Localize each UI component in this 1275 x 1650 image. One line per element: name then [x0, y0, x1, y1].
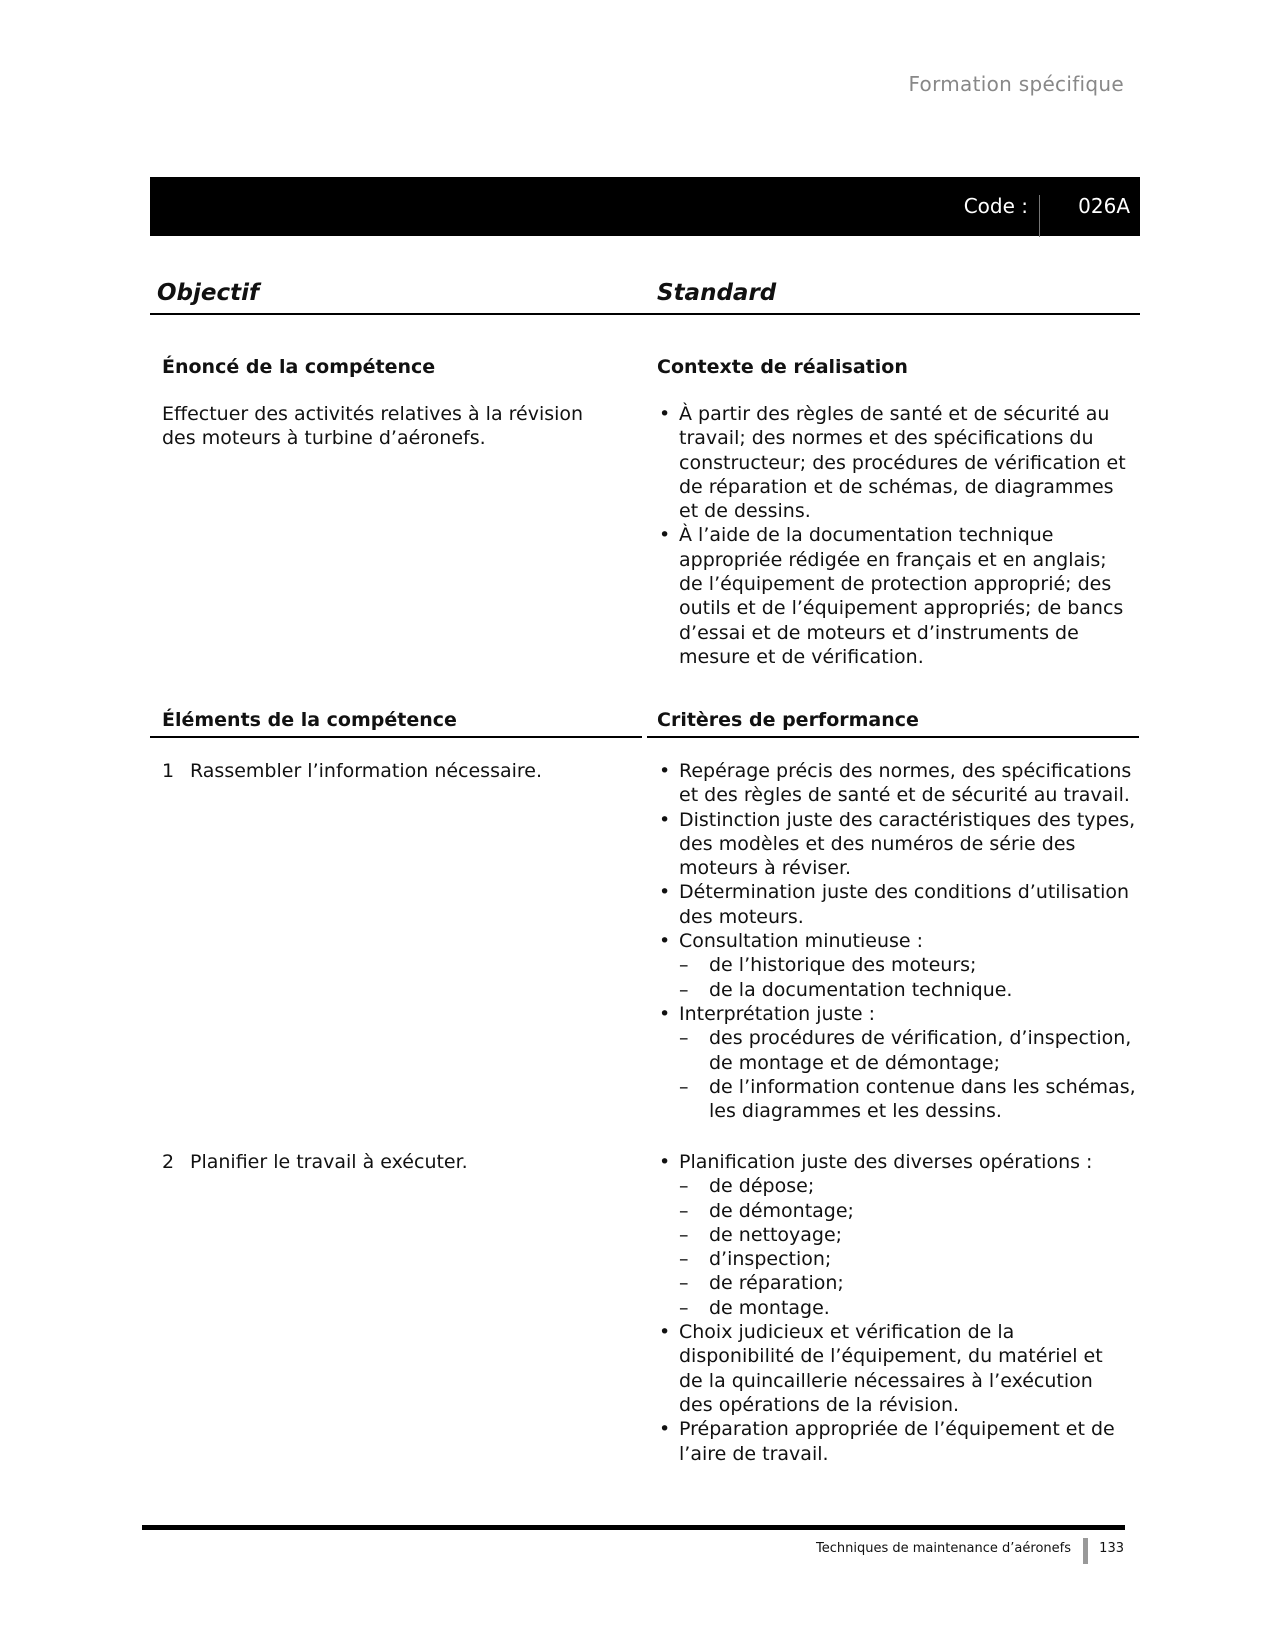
page-number: 133 — [1099, 1541, 1124, 1556]
contexte-list — [657, 402, 1127, 669]
enonce-text: Effectuer des activités relatives à la révision des moteurs à turbine d’aéronefs. — [162, 403, 584, 450]
elements-heading: Éléments de la compétence — [162, 709, 457, 731]
list-item: • Préparation appropriée de l’équipement et de l’aire de travail. — [657, 1417, 1127, 1466]
list-item: • Interprétation juste : – des procédures de vérification, d’inspection, de montage et de démontage; – de l’information contenue dans les schémas, les diagrammes et les dessins. — [657, 1002, 1137, 1123]
column-heading-standard: Standard — [657, 280, 777, 306]
list-item: • Distinction juste des caractéristiques des types, des modèles et des numéros de série des moteurs à réviser. — [657, 808, 1137, 881]
criteria-list-2 — [657, 1150, 1127, 1466]
list-item: • Planification juste des diverses opérations : – de dépose; – de démontage; – de nettoyage; – d’inspection; – de réparation; – de montage. — [657, 1150, 1127, 1320]
criteres-heading: Critères de performance — [657, 709, 919, 731]
code-separator — [1039, 195, 1040, 237]
footer-title: Techniques de maintenance d’aéronefs — [816, 1541, 1071, 1556]
element-1: 1 Rassembler l’information nécessaire. — [162, 760, 543, 782]
list-item: • À partir des règles de santé et de sécurité au travail; des normes et des spécifications du constructeur; des procédures de vérification et de réparation et de schémas, de diagrammes et de dessins. — [657, 402, 1127, 523]
list-item: • Repérage précis des normes, des spécifications et des règles de santé et de sécurité au travail. — [657, 759, 1137, 808]
running-header: Formation spécifique — [908, 72, 1124, 96]
criteres-rule — [647, 736, 1139, 738]
list-item: • Consultation minutieuse : – de l’historique des moteurs; – de la documentation technique. — [657, 929, 1137, 1002]
footer-rule — [142, 1525, 1125, 1530]
list-item: • Détermination juste des conditions d’utilisation des moteurs. — [657, 880, 1137, 929]
elements-rule — [150, 736, 642, 738]
contexte-heading: Contexte de réalisation — [657, 356, 908, 378]
element-2: 2 Planifier le travail à exécuter. — [162, 1151, 468, 1173]
enonce-heading: Énoncé de la compétence — [162, 356, 436, 378]
code-bar — [150, 177, 1140, 236]
list-item: • À l’aide de la documentation technique appropriée rédigée en français et en anglais; de l’équipement de protection approprié; des outils et de l’équipement appropriés; de bancs d’essai et de moteurs et d’instruments de mesure et de vérification. — [657, 523, 1127, 669]
criteria-list-1 — [657, 759, 1137, 1123]
footer-separator — [1083, 1538, 1088, 1564]
list-item: • Choix judicieux et vérification de la disponibilité de l’équipement, du matériel et de la quincaillerie nécessaires à l’exécution des opérations de la révision. — [657, 1320, 1127, 1417]
column-heading-objectif: Objectif — [157, 280, 260, 306]
code-label: Code : — [963, 194, 1028, 218]
code-value: 026A — [1078, 194, 1130, 218]
heading-rule — [150, 313, 1140, 315]
